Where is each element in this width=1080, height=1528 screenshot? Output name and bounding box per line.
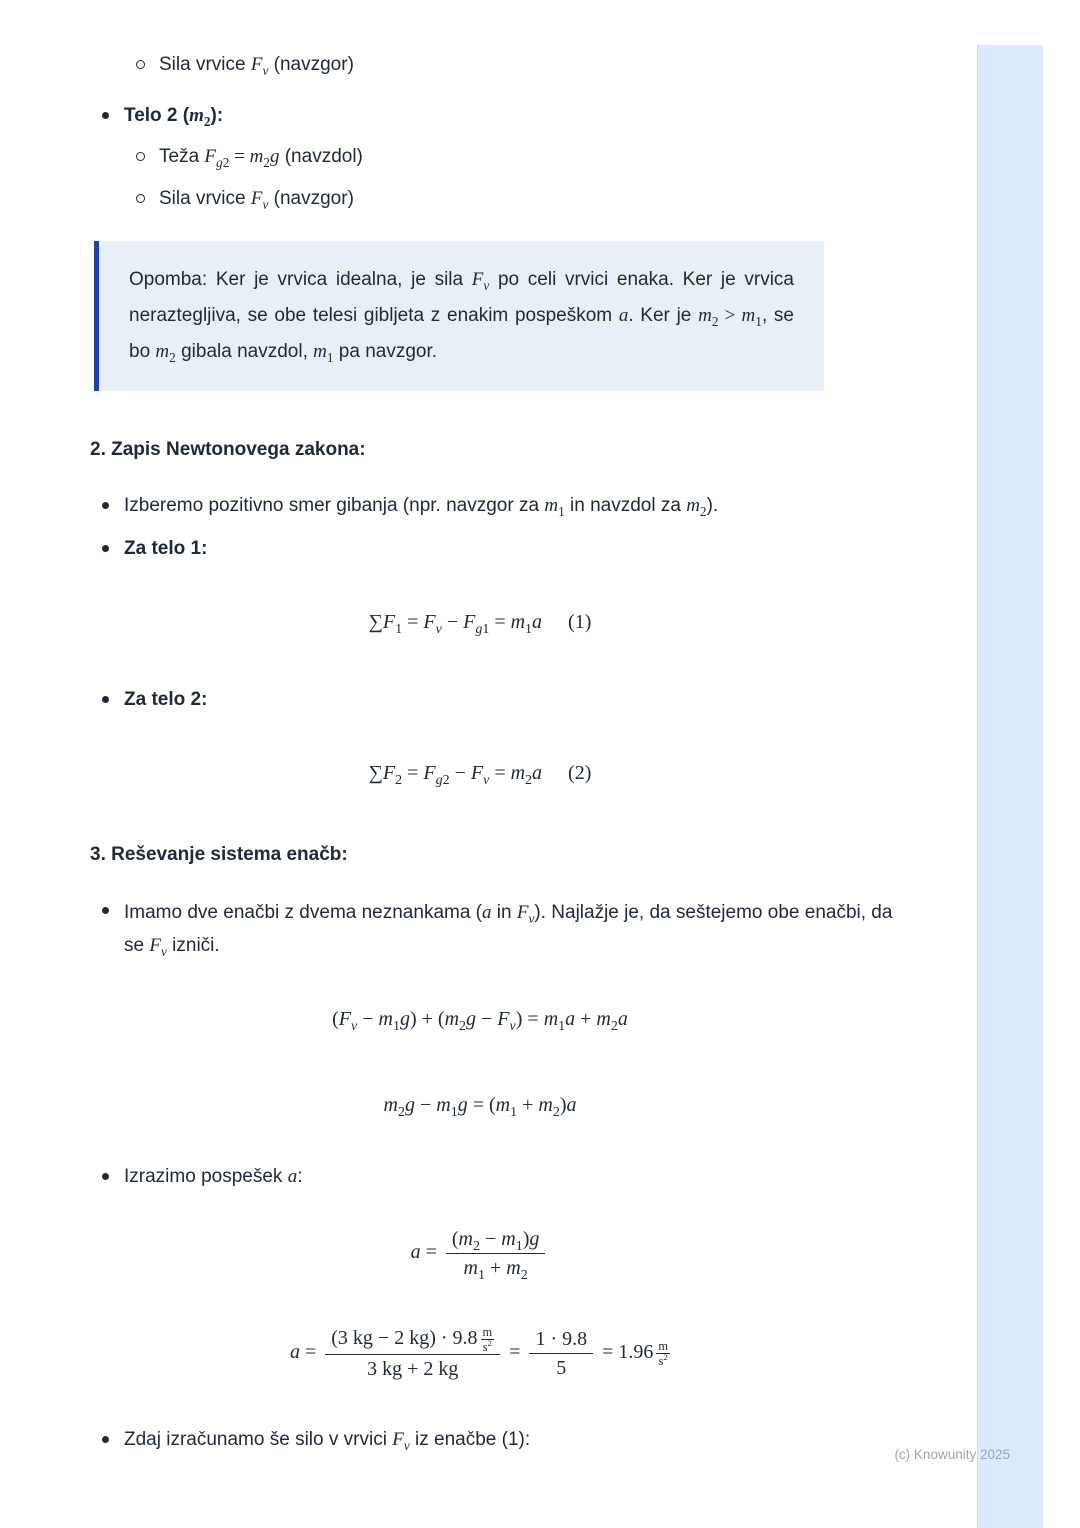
equation-sum: $(F_v - m_1g) + (m_2g - F_v) = m_1a + m_2a$ bbox=[332, 1008, 628, 1034]
page-edge-strip bbox=[977, 45, 1043, 1528]
bullet-icon bbox=[102, 545, 109, 552]
list-item-direction bbox=[102, 491, 900, 520]
list-item-telo2-rope bbox=[136, 184, 900, 213]
list-item-text: Za telo 2: bbox=[124, 689, 208, 710]
copyright-notice: (c) Knowunity 2025 bbox=[894, 1447, 1010, 1462]
list-item-two-equations bbox=[102, 896, 900, 962]
list-item-compute-fv bbox=[102, 1425, 900, 1454]
circle-bullet-icon bbox=[136, 194, 145, 203]
list-item-telo2 bbox=[102, 101, 900, 130]
list-item-text: Za telo 1: bbox=[124, 538, 208, 559]
list-item-telo1-rope bbox=[136, 50, 900, 79]
list-item-text: Zdaj izračunamo še silo v vrvici $F_v$ iz enačbe (1): bbox=[124, 1428, 531, 1453]
list-item-text: Izrazimo pospešek a: bbox=[124, 1166, 303, 1187]
list-item-text: Teža $F_{g2} = m_2g$ (navzdol) bbox=[159, 146, 363, 170]
list-item-text: Sila vrvice $F_v$ (navzgor) bbox=[159, 188, 354, 212]
circle-bullet-icon bbox=[136, 60, 145, 69]
equation-1: $\sum F_1 = F_v - F_{g1} = m_1a$ (1) bbox=[368, 611, 592, 637]
bullet-icon bbox=[102, 112, 109, 119]
list-item-text: Sila vrvice $F_v$ (navzgor) bbox=[159, 54, 354, 78]
bullet-icon bbox=[102, 696, 109, 703]
section-3-heading: 3. Reševanje sistema enačb: bbox=[90, 844, 348, 865]
list-item-text: Imamo dve enačbi z dvema neznankama (a in $F_v$). Najlažje je, da seštejemo obe enačbi, da se $F_v$ izniči. bbox=[124, 902, 893, 959]
list-item-express-a bbox=[102, 1162, 900, 1191]
equation-a-numeric: a = (3 kg − 2 kg) · 9.8 $\frac{m}{s^2}$ 3 kg + 2 kg = $\frac{1 \cdot 9.8}{5}$ = 1.96 $\frac{m}{s^2}$ bbox=[289, 1324, 669, 1380]
equation-simplified: $m_2g - m_1g = (m_1 + m_2)a$ bbox=[383, 1094, 577, 1120]
note-callout bbox=[94, 241, 824, 391]
list-item-text: Izberemo pozitivno smer gibanja (npr. navzgor za $m_1$ in navzdol za $m_2$). bbox=[124, 495, 719, 519]
bullet-icon bbox=[102, 1173, 109, 1180]
list-item-za-telo-1 bbox=[102, 534, 900, 563]
section-2-heading: 2. Zapis Newtonovega zakona: bbox=[90, 439, 366, 460]
bullet-icon bbox=[102, 1436, 109, 1443]
bullet-icon bbox=[102, 907, 109, 914]
bullet-icon bbox=[102, 502, 109, 509]
equation-a-symbolic: a = $\frac{(m_2 - m_1)g}{m_1 + m_2}$ bbox=[90, 1225, 870, 1282]
note-text: Opomba: Ker je vrvica idealna, je sila $F_v$ po celi vrvici enaka. Ker je vrvica neraztegljiva, se obe telesi gibljeta z enakim pospeškom a. Ker je $m_2 > m_1$, se bo $m_2$ gibala navzdol, $m_1$ pa navzgor. bbox=[129, 269, 794, 365]
list-item-text: Telo 2 $(m_2)$: bbox=[124, 105, 224, 129]
list-item-telo2-weight bbox=[136, 142, 900, 171]
equation-2: $\sum F_2 = F_{g2} - F_v = m_2a$ (2) bbox=[368, 762, 592, 788]
circle-bullet-icon bbox=[136, 152, 145, 161]
list-item-za-telo-2 bbox=[102, 685, 900, 714]
